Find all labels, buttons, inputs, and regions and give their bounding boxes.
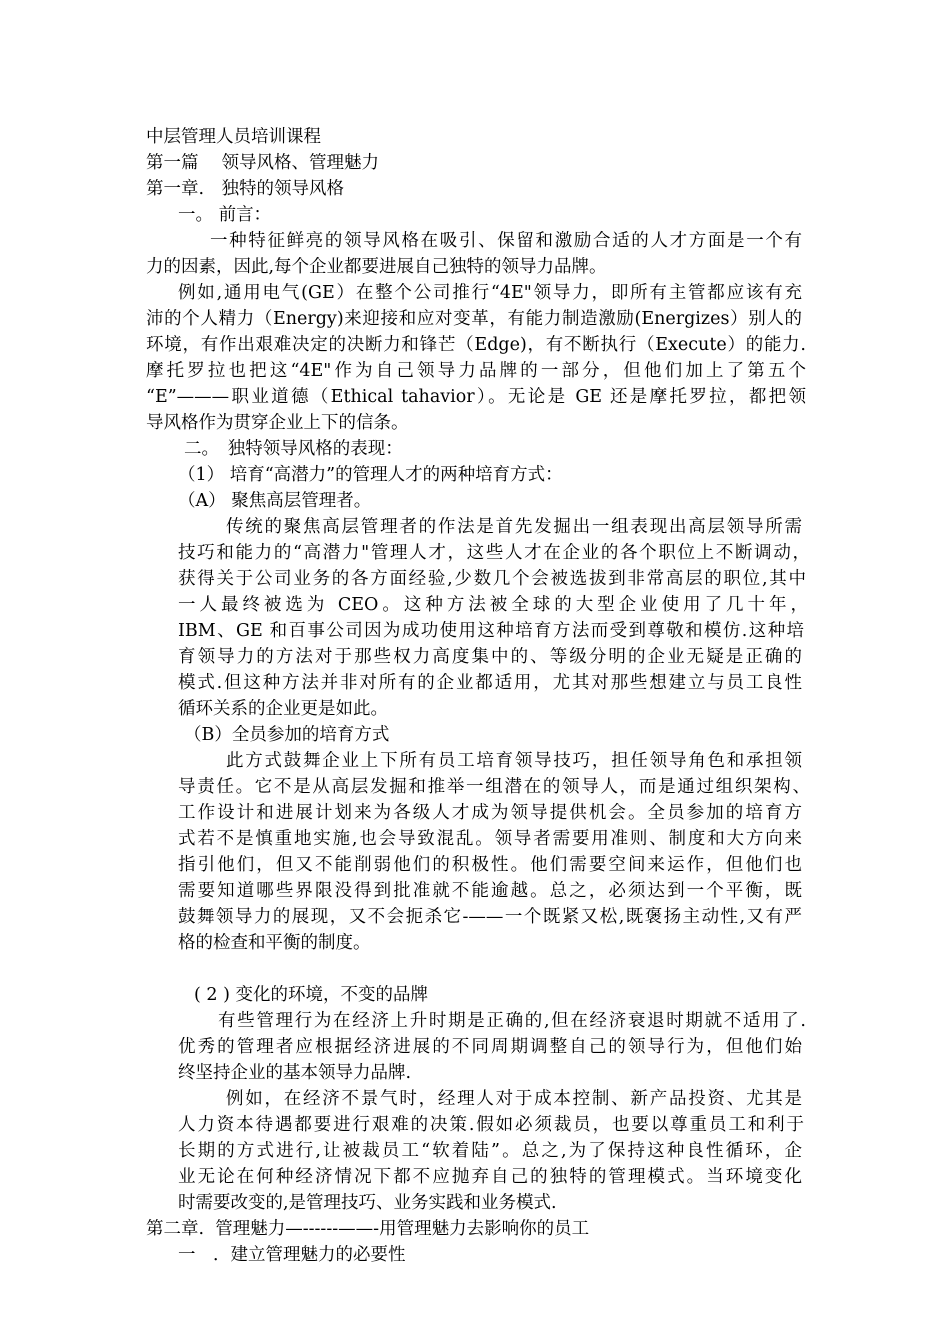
paragraph-line: 一种特征鲜亮的领导风格在吸引、保留和激励合适的人才方面是一个有 [210, 231, 802, 251]
paragraph-line: 工作设计和进展计划来为各级人才成为领导提供机会。全员参加的培育方 [178, 803, 802, 823]
paragraph-line: 式若不是慎重地实施,也会导致混乱。领导者需要用准则、制度和大方向来 [178, 829, 802, 849]
paragraph-line: 环境，有作出艰难决定的决断力和锋芒（Edge)，有不断执行（Execute）的能力. [146, 335, 806, 355]
paragraph-line: 长期的方式进行,让被裁员工“软着陆”。总之,为了保持这种良性循环，企 [178, 1141, 802, 1161]
paragraph-line: 力的因素，因此,每个企业都要进展自己独特的领导力品牌。 [146, 257, 607, 277]
document-title: 中层管理人员培训课程 [146, 127, 321, 147]
section-heading: 一 ．建立管理魅力的必要性 [178, 1245, 406, 1265]
paragraph-line: IBM、GE 和百事公司因为成功使用这种培育方法而受到尊敬和模仿.这种培 [178, 621, 804, 641]
chapter-heading: 第一章. 独特的领导风格 [146, 179, 345, 199]
chapter-heading: 第二章. 管理魅力—------——-用管理魅力去影响你的员工 [146, 1219, 590, 1239]
paragraph-line: 模式.但这种方法并非对所有的企业都适用，尤其对那些想建立与员工良性 [178, 673, 802, 693]
paragraph-line: 获得关于公司业务的各方面经验,少数几个会被选拔到非常高层的职位,其中 [178, 569, 806, 589]
paragraph-line: 需要知道哪些界限没得到批准就不能逾越。总之，必须达到一个平衡，既 [178, 881, 802, 901]
paragraph-line: 导风格作为贯穿企业上下的信条。 [146, 413, 409, 433]
paragraph-line: 导责任。它不是从高层发掘和推举一组潜在的领导人，而是通过组织架构、 [178, 777, 810, 797]
section-heading: 一。 前言： [178, 205, 272, 225]
paragraph-line: 一人最终被选为 CEO。这种方法被全球的大型企业使用了几十年， [178, 595, 808, 615]
paragraph-line: 格的检查和平衡的制度。 [178, 933, 371, 953]
paragraph-line: 指引他们，但又不能削弱他们的积极性。他们需要空间来运作，但他们也 [178, 855, 802, 875]
item-heading: （1） 培育“高潜力”的管理人才的两种培育方式： [178, 465, 563, 485]
section-heading: 二。 独特领导风格的表现： [184, 439, 403, 459]
paragraph-line: 人力资本待遇都要进行艰难的决策.假如必须裁员，也要以尊重员工和利于 [178, 1115, 804, 1135]
paragraph-line: 终坚持企业的基本领导力品牌. [178, 1063, 412, 1083]
item-heading: ( 2 ) 变化的环境，不变的品牌 [194, 985, 428, 1005]
paragraph-line: 传统的聚焦高层管理者的作法是首先发掘出一组表现出高层领导所需 [226, 517, 802, 537]
part-heading: 第一篇 领导风格、管理魅力 [146, 153, 380, 173]
item-heading: （A） 聚焦高层管理者。 [178, 491, 372, 511]
paragraph-line: 鼓舞领导力的展现，又不会扼杀它-——一个既紧又松,既褒扬主动性,又有严 [178, 907, 802, 927]
paragraph-line: 例如，在经济不景气时，经理人对于成本控制、新产品投资、尤其是 [226, 1089, 802, 1109]
paragraph-line: 例如,通用电气(GE）在整个公司推行“4E"领导力，即所有主管都应该有充 [178, 283, 802, 303]
item-heading: （B）全员参加的培育方式 [184, 725, 390, 745]
paragraph-line: 有些管理行为在经济上升时期是正确的,但在经济衰退时期就不适用了. [218, 1011, 806, 1031]
paragraph-line: 业无论在何种经济情况下都不应抛弃自己的独特的管理模式。当环境变化 [178, 1167, 802, 1187]
paragraph-line: 摩托罗拉也把这“4E"作为自己领导力品牌的一部分，但他们加上了第五个 [146, 361, 806, 381]
paragraph-line: 育领导力的方法对于那些权力高度集中的、等级分明的企业无疑是正确的 [178, 647, 802, 667]
paragraph-line: 时需要改变的,是管理技巧、业务实践和业务模式. [178, 1193, 557, 1213]
paragraph-line: 沛的个人精力（Energy)来迎接和应对变革，有能力制造激励(Energizes）别人的 [146, 309, 802, 329]
paragraph-line: “E”———职业道德（Ethical tahavior）。无论是 GE 还是摩托罗拉，都把领 [146, 387, 806, 407]
paragraph-line: 循环关系的企业更是如此。 [178, 699, 388, 719]
paragraph-line: 优秀的管理者应根据经济进展的不同周期调整自己的领导行为，但他们始 [178, 1037, 802, 1057]
paragraph-line: 技巧和能力的“高潜力"管理人才，这些人才在企业的各个职位上不断调动， [178, 543, 810, 563]
paragraph-line: 此方式鼓舞企业上下所有员工培育领导技巧，担任领导角色和承担领 [226, 751, 802, 771]
